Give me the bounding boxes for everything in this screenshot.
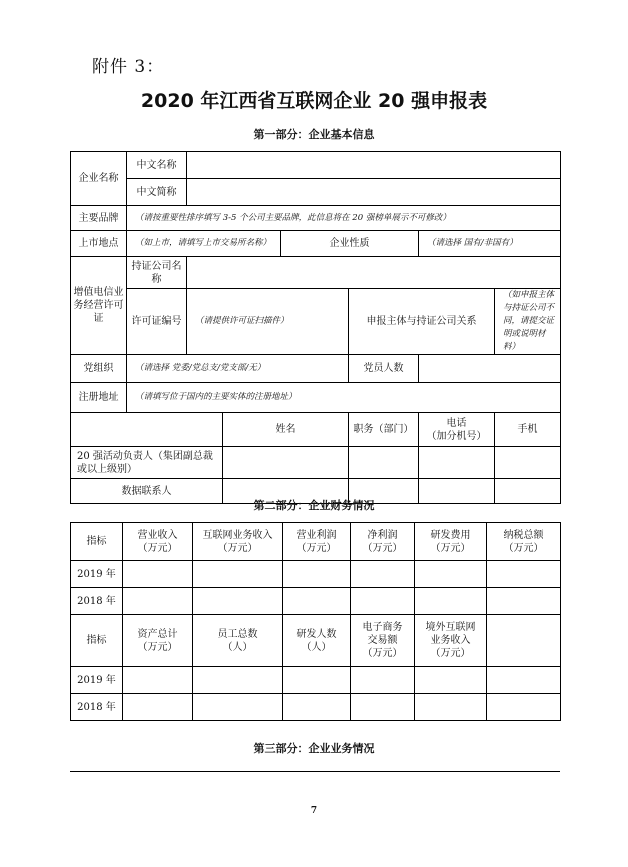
fin-header-rd-staff: 研发人数 （人） (283, 615, 351, 667)
part3-heading: 第三部分：企业业务情况 (253, 742, 375, 755)
main-brand-label: 主要品牌 (71, 206, 127, 231)
cn-short-name-label: 中文简称 (127, 179, 187, 206)
cell[interactable] (283, 667, 351, 694)
holder-label: 持证公司名称 (127, 257, 187, 289)
cell[interactable] (487, 588, 561, 615)
cn-short-name-field[interactable] (187, 179, 561, 206)
leader-name-field[interactable] (223, 447, 349, 479)
party-label: 党组织 (71, 355, 127, 383)
cell[interactable] (193, 588, 283, 615)
fin-header-tax: 纳税总额 （万元） (487, 523, 561, 561)
listing-label: 上市地点 (71, 231, 127, 257)
cell[interactable] (415, 561, 487, 588)
license-no-field[interactable]: （请提供许可证扫描件） (187, 289, 349, 355)
main-brand-field[interactable]: （请按重要性排序填写 3-5 个公司主要品牌，此信息将在 20 强榜单展示不可修改） (127, 206, 561, 231)
cell[interactable] (351, 694, 415, 721)
fin-header-revenue: 营业收入 （万元） (123, 523, 193, 561)
contact-header-position: 职务（部门） (349, 413, 419, 447)
part3-divider (70, 771, 560, 772)
cell[interactable] (351, 588, 415, 615)
fin-header-employees: 员工总数 （人） (193, 615, 283, 667)
year-label: 2018 年 (71, 694, 123, 721)
contact-header-phone: 电话 （加分机号） (419, 413, 495, 447)
leader-label: 20 强活动负责人（集团副总裁或以上级别） (71, 447, 223, 479)
cell[interactable] (123, 588, 193, 615)
leader-phone-field[interactable] (419, 447, 495, 479)
party-field[interactable]: （请选择 党委/党总支/党支部/无） (127, 355, 349, 383)
indicator-label: 指标 (71, 523, 123, 561)
nature-field[interactable]: （请选择 国有/非国有） (419, 231, 561, 257)
cell[interactable] (415, 667, 487, 694)
nature-label: 企业性质 (281, 231, 419, 257)
cell[interactable] (487, 561, 561, 588)
cell[interactable] (487, 667, 561, 694)
address-field[interactable]: （请填写位于国内的主要实体的注册地址） (127, 383, 561, 413)
leader-mobile-field[interactable] (495, 447, 561, 479)
finance-table (70, 522, 561, 721)
relation-field[interactable]: （如申报主体与持证公司不同，请提交证明或说明材料） (495, 289, 561, 355)
part1-heading: 第一部分：企业基本信息 (253, 128, 375, 141)
cell[interactable] (351, 561, 415, 588)
attachment-label: 附件 3： (92, 57, 165, 77)
cell[interactable] (415, 694, 487, 721)
cn-full-name-label: 中文名称 (127, 152, 187, 179)
party-members-label: 党员人数 (349, 355, 419, 383)
fin-header-ecommerce: 电子商务 交易额 （万元） (351, 615, 415, 667)
cell[interactable] (283, 561, 351, 588)
contact-header-name: 姓名 (223, 413, 349, 447)
fin-header-net-profit: 净利润 （万元） (351, 523, 415, 561)
year-label: 2018 年 (71, 588, 123, 615)
contact-header-blank (71, 413, 223, 447)
fin-header-internet-revenue: 互联网业务收入 （万元） (193, 523, 283, 561)
cell[interactable] (351, 667, 415, 694)
part2-heading: 第二部分：企业财务情况 (253, 499, 375, 512)
address-label: 注册地址 (71, 383, 127, 413)
leader-position-field[interactable] (349, 447, 419, 479)
fin-header-rd-expense: 研发费用 （万元） (415, 523, 487, 561)
cell[interactable] (193, 561, 283, 588)
fin-header-operating-profit: 营业利润 （万元） (283, 523, 351, 561)
year-label: 2019 年 (71, 667, 123, 694)
cell[interactable] (283, 694, 351, 721)
page-number: 7 (310, 806, 318, 816)
page-title: 2020 年江西省互联网企业 20 强申报表 (140, 90, 488, 112)
cell[interactable] (193, 667, 283, 694)
license-label: 增值电信业务经营许可证 (71, 257, 127, 355)
year-label: 2019 年 (71, 561, 123, 588)
basic-info-table (70, 151, 561, 504)
liaison-label: 数据联系人 (71, 479, 223, 504)
cn-full-name-field[interactable] (187, 152, 561, 179)
listing-field[interactable]: （如上市，请填写上市交易所名称） (127, 231, 281, 257)
cell[interactable] (415, 588, 487, 615)
contact-header-mobile: 手机 (495, 413, 561, 447)
fin-header-overseas: 境外互联网 业务收入 （万元） (415, 615, 487, 667)
fin-header-blank (487, 615, 561, 667)
cell[interactable] (123, 561, 193, 588)
fin-header-assets: 资产总计 （万元） (123, 615, 193, 667)
cell[interactable] (123, 694, 193, 721)
relation-label: 申报主体与持证公司关系 (349, 289, 495, 355)
company-name-label: 企业名称 (71, 152, 127, 206)
cell[interactable] (283, 588, 351, 615)
indicator-label: 指标 (71, 615, 123, 667)
cell[interactable] (193, 694, 283, 721)
holder-field[interactable] (187, 257, 561, 289)
cell[interactable] (487, 694, 561, 721)
party-members-field[interactable] (419, 355, 561, 383)
license-no-label: 许可证编号 (127, 289, 187, 355)
cell[interactable] (123, 667, 193, 694)
